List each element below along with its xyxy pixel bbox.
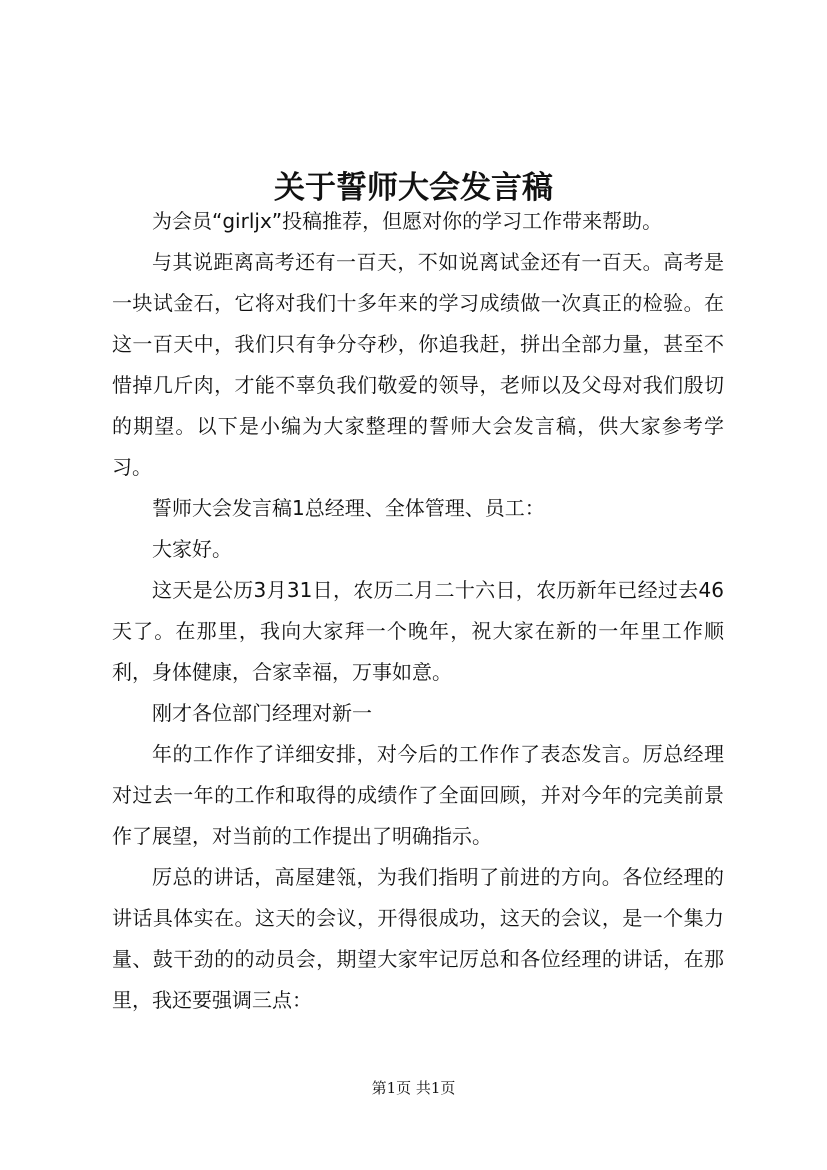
paragraph-work-plan: 年的工作作了详细安排，对今后的工作作了表态发言。厉总经理对过去一年的工作和取得的成绩作了全面回顾，并对今年的完美前景作了展望，对当前的工作提出了明确指示。 xyxy=(112,742,724,848)
page-footer: 第1页 共1页 xyxy=(371,1079,456,1097)
paragraph-speech-heading: 誓师大会发言稿1总经理、全体管理、员工： xyxy=(152,496,545,520)
paragraph-greeting: 大家好。 xyxy=(152,537,232,561)
document-body xyxy=(112,201,724,1021)
paragraph-managers: 刚才各位部门经理对新一 xyxy=(152,701,372,725)
paragraph-date: 这天是公历3月31日，农历二月二十六日，农历新年已经过去46天了。在那里，我向大家拜一个晚年，祝大家在新的一年里工作顺利，身体健康，合家幸福，万事如意。 xyxy=(112,578,724,684)
paragraph-intro: 为会员“girljx”投稿推荐，但愿对你的学习工作带来帮助。 xyxy=(152,209,663,233)
paragraph-speech-summary: 厉总的讲话，高屋建瓴，为我们指明了前进的方向。各位经理的讲话具体实在。这天的会议，开得很成功，这天的会议，是一个集力量、鼓干劲的的动员会，期望大家牢记厉总和各位经理的讲话，在那里，我还要强调三点： xyxy=(112,865,724,1012)
paragraph-preface: 与其说距离高考还有一百天，不如说离试金还有一百天。高考是一块试金石，它将对我们十多年来的学习成绩做一次真正的检验。在这一百天中，我们只有争分夺秒，你追我赶，拼出全部力量，甚至不惜掉几斤肉，才能不辜负我们敬爱的领导，老师以及父母对我们殷切的期望。以下是小编为大家整理的誓师大会发言稿，供大家参考学习。 xyxy=(112,250,724,479)
page-title: 关于誓师大会发言稿 xyxy=(274,169,553,206)
